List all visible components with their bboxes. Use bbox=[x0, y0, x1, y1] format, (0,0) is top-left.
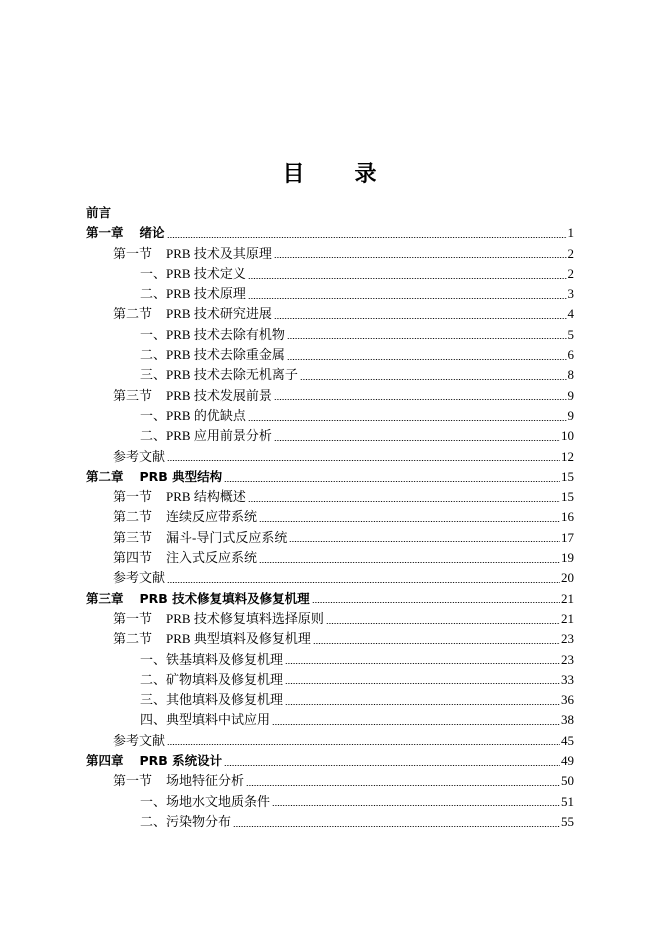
toc-entry-page-number: 23 bbox=[561, 631, 574, 647]
dot-leader bbox=[300, 379, 567, 380]
dot-leader bbox=[285, 704, 560, 705]
toc-entry-label: PRB 技术研究进展 bbox=[166, 306, 272, 322]
toc-subsection-entry[interactable] bbox=[86, 710, 574, 730]
toc-entry-page-number: 36 bbox=[561, 692, 574, 708]
toc-section-entry[interactable] bbox=[86, 386, 574, 406]
toc-chapter-entry[interactable] bbox=[86, 467, 574, 487]
dot-leader bbox=[285, 683, 560, 684]
toc-title: 目 录 bbox=[282, 162, 379, 187]
toc-entry-page-number: 2 bbox=[567, 245, 574, 261]
toc-subsection-entry[interactable] bbox=[86, 325, 574, 345]
toc-entry-number: 第一节 bbox=[113, 489, 153, 505]
dot-leader bbox=[312, 602, 560, 603]
toc-section-entry[interactable] bbox=[86, 629, 574, 649]
toc-subsection-entry[interactable] bbox=[86, 812, 574, 832]
toc-entry-label: PRB 技术修复填料选择原则 bbox=[166, 610, 324, 626]
dot-leader bbox=[248, 298, 567, 299]
toc-entry-page-number: 8 bbox=[567, 367, 574, 383]
toc-section-entry[interactable] bbox=[86, 548, 574, 568]
dot-leader bbox=[287, 338, 567, 339]
dot-leader bbox=[259, 521, 560, 522]
toc-entry-label: 一、场地水文地质条件 bbox=[140, 793, 271, 809]
dot-leader bbox=[248, 420, 567, 421]
dot-leader bbox=[313, 643, 560, 644]
toc-subsection-entry[interactable] bbox=[86, 690, 574, 710]
toc-entry-page-number: 21 bbox=[561, 610, 574, 626]
toc-entry-page-number: 2 bbox=[567, 265, 574, 281]
toc-entry-page-number: 4 bbox=[567, 306, 574, 322]
toc-entry-page-number: 16 bbox=[561, 509, 574, 525]
dot-leader bbox=[285, 663, 560, 664]
toc-subsection-entry[interactable] bbox=[86, 426, 574, 446]
toc-entry-page-number: 50 bbox=[561, 773, 574, 789]
toc-entry-label: 注入式反应系统 bbox=[166, 550, 258, 566]
toc-entry-number: 第一节 bbox=[113, 610, 153, 626]
dot-leader bbox=[167, 582, 560, 583]
toc-entry-label: 场地特征分析 bbox=[166, 773, 245, 789]
toc-entry-number: 第二节 bbox=[113, 509, 153, 525]
toc-entry-page-number: 9 bbox=[567, 387, 574, 403]
toc-entry-label: 二、PRB 技术去除重金属 bbox=[140, 347, 285, 363]
toc-entry-label: 一、PRB 技术去除有机物 bbox=[140, 326, 285, 342]
toc-subsection-entry[interactable] bbox=[86, 345, 574, 365]
toc-section-entry[interactable] bbox=[86, 528, 574, 548]
dot-leader bbox=[287, 359, 567, 360]
toc-subsection-entry[interactable] bbox=[86, 365, 574, 385]
toc-subsection-entry[interactable] bbox=[86, 264, 574, 284]
toc-entry-number: 第一节 bbox=[113, 245, 153, 261]
dot-leader bbox=[224, 481, 560, 482]
dot-leader bbox=[274, 440, 560, 441]
toc-entry-label: 参考文献 bbox=[113, 448, 166, 464]
toc-entry-number: 第三节 bbox=[113, 529, 153, 545]
toc-entry-page-number: 38 bbox=[561, 712, 574, 728]
toc-entry-page-number: 33 bbox=[561, 671, 574, 687]
dot-leader bbox=[167, 237, 567, 238]
toc-entry-page-number: 1 bbox=[567, 225, 574, 241]
dot-leader bbox=[167, 460, 560, 461]
toc-entry-label: 漏斗-导门式反应系统 bbox=[166, 529, 288, 545]
dot-leader bbox=[289, 541, 560, 542]
toc-entry-number: 第四节 bbox=[113, 550, 153, 566]
toc-entry-label: PRB 技术及其原理 bbox=[166, 245, 272, 261]
toc-entry-number: 第四章 bbox=[86, 753, 124, 769]
toc-entry-number: 第三节 bbox=[113, 387, 153, 403]
toc-section-entry[interactable] bbox=[86, 507, 574, 527]
toc-subsection-entry[interactable] bbox=[86, 670, 574, 690]
toc-entry-label: 参考文献 bbox=[113, 732, 166, 748]
toc-entry-page-number: 15 bbox=[561, 468, 574, 484]
toc-entry-page-number: 3 bbox=[567, 286, 574, 302]
toc-entry-label: 三、其他填料及修复机理 bbox=[140, 692, 284, 708]
toc-section-entry[interactable] bbox=[86, 731, 574, 751]
toc-chapter-entry[interactable] bbox=[86, 751, 574, 771]
toc-chapter-entry[interactable] bbox=[86, 589, 574, 609]
dot-leader bbox=[274, 318, 567, 319]
toc-entry-page-number: 45 bbox=[561, 732, 574, 748]
toc-subsection-entry[interactable] bbox=[86, 284, 574, 304]
toc-entry-page-number: 49 bbox=[561, 753, 574, 769]
toc-entry-label: 绪论 bbox=[139, 225, 165, 241]
toc-entry-page-number: 12 bbox=[561, 448, 574, 464]
dot-leader bbox=[274, 399, 567, 400]
toc-entry-label: 连续反应带系统 bbox=[166, 509, 258, 525]
toc-entry-label: 二、矿物填料及修复机理 bbox=[140, 671, 284, 687]
toc-entry-number: 第三章 bbox=[86, 590, 124, 606]
toc-subsection-entry[interactable] bbox=[86, 406, 574, 426]
toc-subsection-entry[interactable] bbox=[86, 650, 574, 670]
dot-leader bbox=[246, 785, 560, 786]
toc-entry-number: 第一章 bbox=[86, 225, 124, 241]
toc-entry-label: PRB 典型结构 bbox=[139, 468, 223, 484]
dot-leader bbox=[224, 765, 560, 766]
toc-subsection-entry[interactable] bbox=[86, 792, 574, 812]
toc-entry-label: 二、污染物分布 bbox=[140, 813, 232, 829]
toc-chapter-entry[interactable] bbox=[86, 203, 574, 223]
toc-entry-label: 三、PRB 技术去除无机离子 bbox=[140, 367, 298, 383]
dot-leader bbox=[248, 278, 567, 279]
toc-entry-label: PRB 典型填料及修复机理 bbox=[166, 631, 311, 647]
toc-entry-label: PRB 系统设计 bbox=[139, 753, 223, 769]
toc-section-entry[interactable] bbox=[86, 771, 574, 791]
toc-entry-label: PRB 结构概述 bbox=[166, 489, 246, 505]
toc-section-entry[interactable] bbox=[86, 568, 574, 588]
dot-leader bbox=[272, 805, 560, 806]
toc-section-entry[interactable] bbox=[86, 609, 574, 629]
dot-leader bbox=[326, 623, 560, 624]
toc-entry-label: 一、铁基填料及修复机理 bbox=[140, 651, 284, 667]
dot-leader bbox=[272, 724, 560, 725]
toc-entry-page-number: 15 bbox=[561, 489, 574, 505]
toc-entry-label: 四、典型填料中试应用 bbox=[140, 712, 271, 728]
toc-entry-page-number: 51 bbox=[561, 793, 574, 809]
toc-entry-page-number: 5 bbox=[567, 326, 574, 342]
toc-section-entry[interactable] bbox=[86, 487, 574, 507]
toc-entry-page-number: 21 bbox=[561, 590, 574, 606]
dot-leader bbox=[167, 744, 560, 745]
toc-entry-number: 第一节 bbox=[113, 773, 153, 789]
toc-entry-page-number: 17 bbox=[561, 529, 574, 545]
toc-entry-label: PRB 技术修复填料及修复机理 bbox=[139, 590, 310, 606]
toc-section-entry[interactable] bbox=[86, 447, 574, 467]
toc-entry-label: 二、PRB 应用前景分析 bbox=[140, 428, 272, 444]
toc-entry-label: 前言 bbox=[86, 205, 112, 220]
toc-entry-number: 第二节 bbox=[113, 631, 153, 647]
toc-section-entry[interactable] bbox=[86, 244, 574, 264]
toc-entry-label: PRB 技术发展前景 bbox=[166, 387, 272, 403]
toc-entry-label: 参考文献 bbox=[113, 570, 166, 586]
toc-entry-page-number: 55 bbox=[561, 813, 574, 829]
toc-entry-page-number: 19 bbox=[561, 550, 574, 566]
toc-entry-page-number: 23 bbox=[561, 651, 574, 667]
toc-entry-page-number: 6 bbox=[567, 347, 574, 363]
dot-leader bbox=[233, 826, 560, 827]
toc-entry-page-number: 9 bbox=[567, 407, 574, 423]
toc-section-entry[interactable] bbox=[86, 304, 574, 324]
toc-entry-page-number: 10 bbox=[561, 428, 574, 444]
toc-chapter-entry[interactable] bbox=[86, 223, 574, 243]
dot-leader bbox=[248, 501, 560, 502]
toc-entry-number: 第二节 bbox=[113, 306, 153, 322]
toc-entry-label: 一、PRB 技术定义 bbox=[140, 265, 246, 281]
table-of-contents bbox=[86, 203, 574, 832]
toc-entry-label: 二、PRB 技术原理 bbox=[140, 286, 246, 302]
dot-leader bbox=[259, 562, 560, 563]
dot-leader bbox=[274, 257, 567, 258]
toc-entry-page-number: 20 bbox=[561, 570, 574, 586]
toc-entry-number: 第二章 bbox=[86, 468, 124, 484]
toc-entry-label: 一、PRB 的优缺点 bbox=[140, 407, 246, 423]
